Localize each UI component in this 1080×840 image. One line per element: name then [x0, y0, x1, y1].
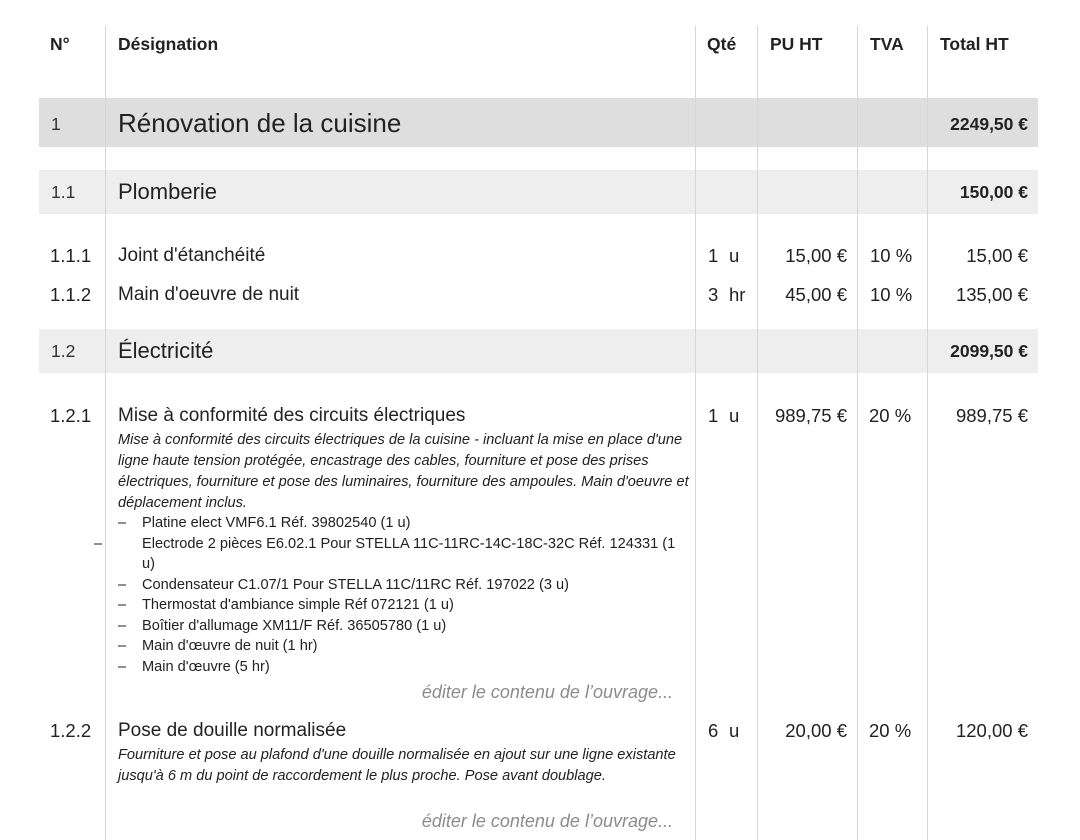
subsection-title: Plomberie: [118, 179, 218, 204]
header-number: N°: [50, 34, 70, 54]
item-vat: 20 %: [869, 405, 912, 426]
item-qty: 3: [708, 284, 719, 305]
item-total: 120,00 €: [955, 720, 1028, 741]
list-item: – Electrode 2 pièces E6.02.1 Pour STELLA 11C-11RC-14C-18C-32C Réf. 124331 (1 u): [94, 535, 676, 572]
item-description: Fourniture et pose au plafond d'une douille normalisée en ajout sur une ligne existante jusqu'à 6 m du point de raccordement le plus proche. Pose avant doublage.: [118, 747, 676, 784]
column-divider: [105, 26, 106, 840]
edit-content-link[interactable]: éditer le contenu de l’ouvrage...: [421, 811, 673, 831]
item-description: Mise à conformité des circuits électriques de la cuisine - incluant la mise en place d'une ligne haute tension protégée, encastrage des cables, fourniture et pose des prises électriques, fourniture et pose des luminaires, fourniture des ampoules. Main d'oeuvre et déplacement inclus.: [118, 432, 689, 511]
list-item: – Main d'œuvre (5 hr): [118, 658, 270, 675]
item-unit: hr: [729, 284, 746, 305]
item-unit: u: [729, 720, 740, 741]
section-number: 1: [51, 114, 61, 134]
item-title: Joint d'étanchéité: [118, 245, 266, 266]
subsection-title: Électricité: [118, 338, 214, 363]
item-unit-price: 989,75 €: [774, 405, 847, 426]
item-unit-price: 20,00 €: [785, 720, 847, 741]
item-number: 1.2.1: [50, 405, 92, 426]
item-qty: 1: [708, 405, 719, 426]
header-total: Total HT: [940, 34, 1009, 54]
header-quantity: Qté: [707, 34, 737, 54]
item-title: Pose de douille normalisée: [118, 720, 347, 741]
item-vat: 10 %: [870, 245, 913, 266]
column-divider: [695, 26, 696, 840]
item-qty: 6: [708, 720, 719, 741]
header-unit-price: PU HT: [770, 34, 823, 54]
item-total: 15,00 €: [966, 245, 1028, 266]
component-list: [94, 513, 678, 677]
column-divider: [757, 26, 758, 840]
column-divider: [927, 26, 928, 840]
subsection-total: 2099,50 €: [950, 341, 1028, 361]
item-vat: 20 %: [869, 720, 912, 741]
item-unit: u: [729, 405, 740, 426]
header-designation: Désignation: [118, 34, 219, 54]
item-unit-price: 45,00 €: [785, 284, 847, 305]
section-total: 2249,50 €: [950, 114, 1028, 134]
item-title: Main d'oeuvre de nuit: [118, 284, 300, 305]
item-qty: 1: [708, 245, 719, 266]
list-item: – Platine elect VMF6.1 Réf. 39802540 (1 u): [118, 515, 411, 531]
item-unit: u: [729, 245, 740, 266]
header-vat: TVA: [870, 34, 904, 54]
item-unit-price: 15,00 €: [785, 245, 847, 266]
edit-content-link[interactable]: éditer le contenu de l’ouvrage...: [421, 682, 673, 702]
subsection-number: 1.2: [51, 341, 76, 361]
item-title: Mise à conformité des circuits électriques: [118, 405, 466, 426]
item-number: 1.1.1: [50, 245, 92, 266]
list-item: – Condensateur C1.07/1 Pour STELLA 11C/11RC Réf. 197022 (3 u): [118, 576, 569, 593]
item-number: 1.1.2: [50, 284, 92, 305]
subsection-total: 150,00 €: [959, 182, 1028, 202]
list-item: – Thermostat d'ambiance simple Réf 072121 (1 u): [118, 597, 454, 613]
item-number: 1.2.2: [50, 720, 92, 741]
item-total: 135,00 €: [955, 284, 1028, 305]
column-divider: [857, 26, 858, 840]
section-title: Rénovation de la cuisine: [118, 108, 402, 138]
list-item: – Boîtier d'allumage XM11/F Réf. 36505780 (1 u): [118, 617, 447, 634]
item-vat: 10 %: [870, 284, 913, 305]
subsection-number: 1.1: [51, 182, 76, 202]
item-total: 989,75 €: [955, 405, 1028, 426]
list-item: – Main d'œuvre de nuit (1 hr): [118, 638, 318, 654]
